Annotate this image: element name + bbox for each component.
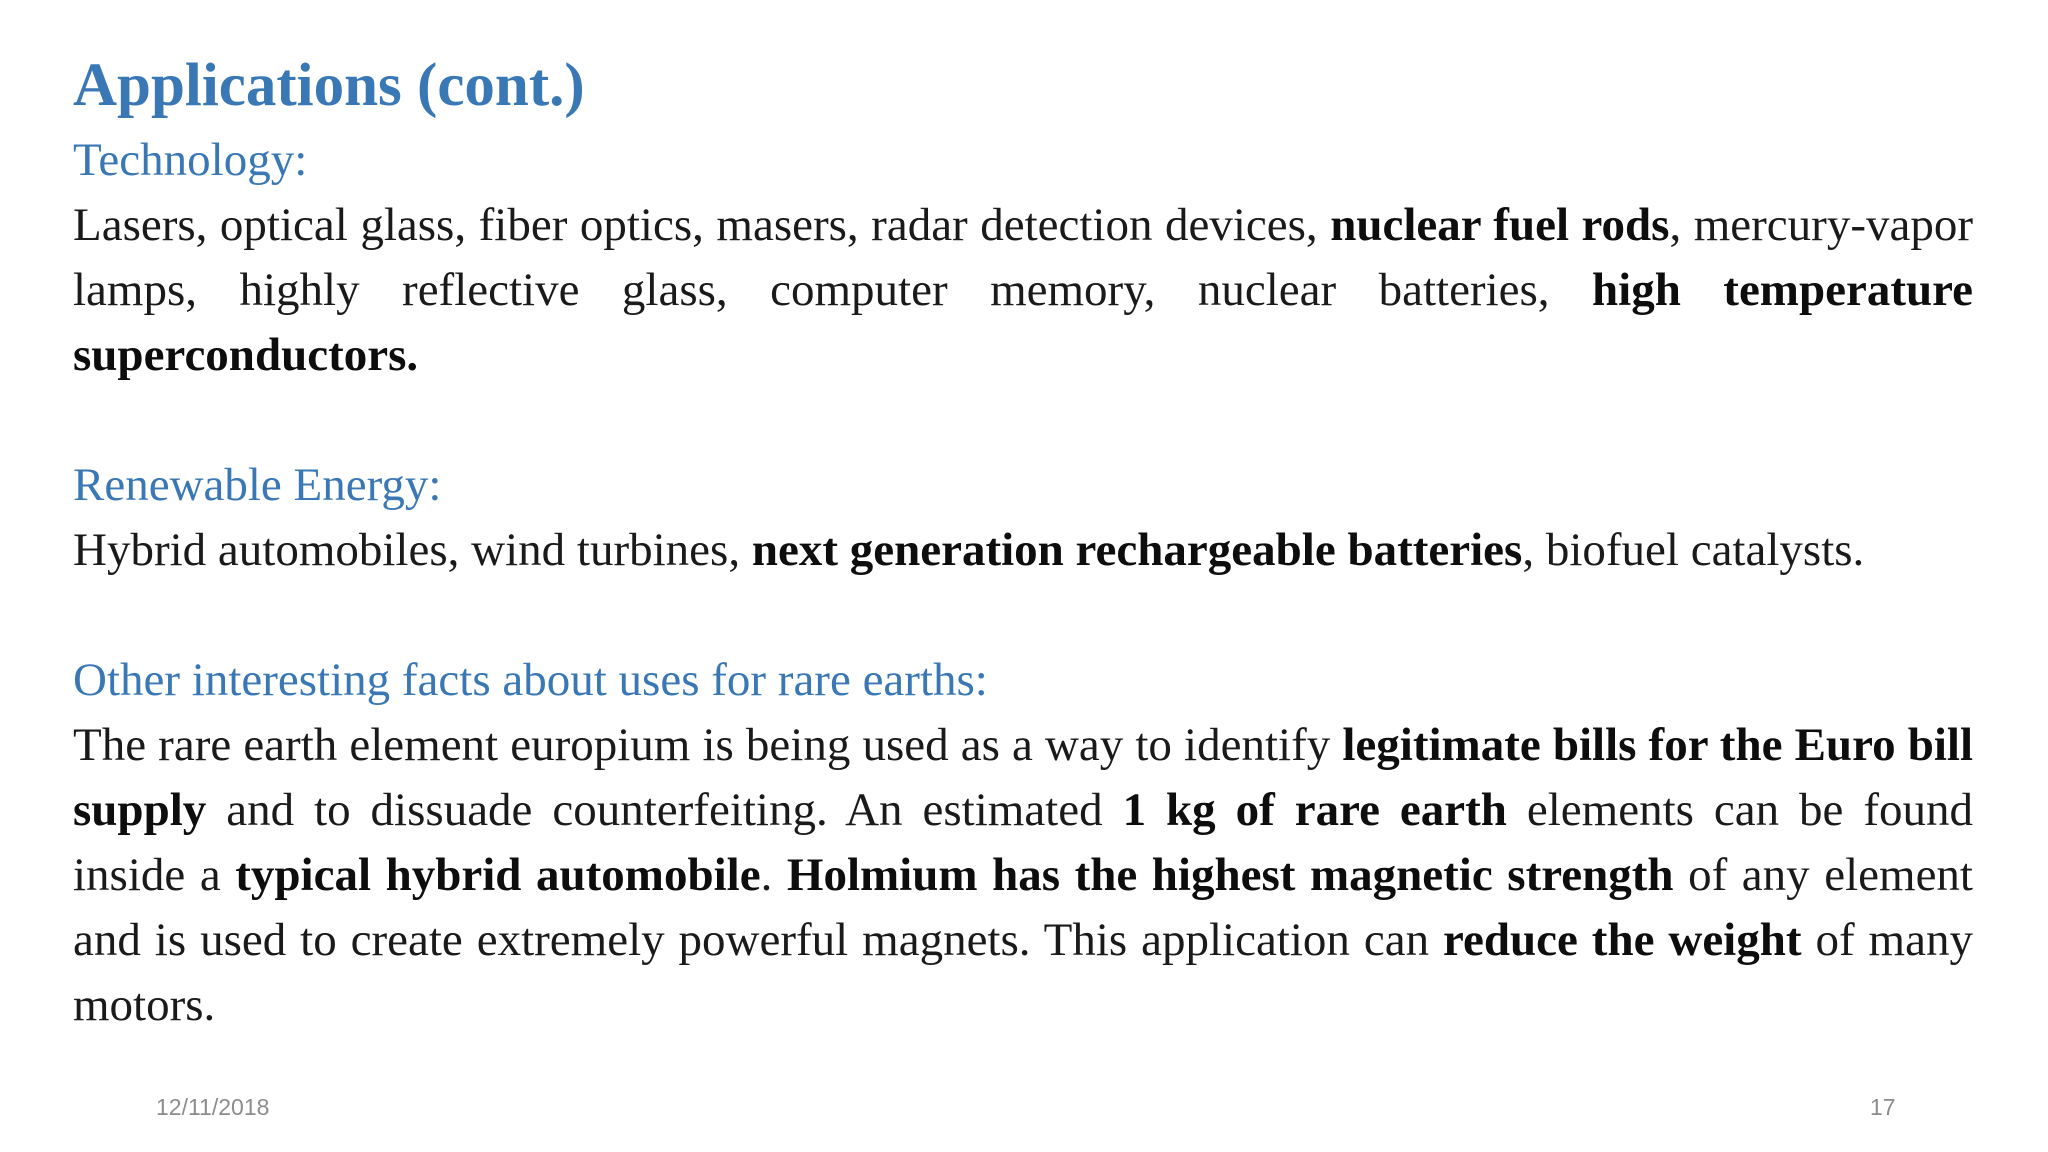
slide-title: Applications (cont.) xyxy=(73,52,585,119)
text-run: of many motors. xyxy=(73,914,1973,1031)
technology-paragraph xyxy=(73,193,1973,388)
text-run: elements can be found inside a xyxy=(73,784,1974,901)
text-run: , mercury-vapor lamps, highly reflective glass, computer memory, nuclear batteries, xyxy=(73,199,1973,316)
bold-run: next generation rechargeable batteries xyxy=(751,524,1523,576)
facts-heading: Other interesting facts about uses for rare earths: xyxy=(73,654,988,706)
section-spacer xyxy=(73,583,1973,648)
text-run: of any element and is used to create extremely powerful magnets. This application can xyxy=(73,849,1973,966)
bold-run: nuclear fuel rods xyxy=(1330,199,1670,251)
bold-run: 1 kg of rare earth xyxy=(1122,784,1507,836)
text-run: Hybrid automobiles, wind turbines, xyxy=(73,524,752,576)
bold-run: high temperature superconductors. xyxy=(73,264,1973,381)
bold-run: reduce the weight xyxy=(1443,914,1802,966)
text-run: Lasers, optical glass, fiber optics, masers, radar detection devices, xyxy=(73,199,1331,251)
renewable-energy-paragraph xyxy=(73,518,1973,583)
text-run: and to dissuade counterfeiting. An estimated xyxy=(206,784,1123,836)
facts-paragraph xyxy=(73,713,1973,1038)
footer-date: 12/11/2018 xyxy=(156,1094,270,1120)
text-run: . xyxy=(760,849,787,901)
section-spacer xyxy=(73,388,1973,453)
renewable-energy-heading: Renewable Energy: xyxy=(73,459,442,511)
footer-page-number: 17 xyxy=(1870,1094,1896,1120)
bold-run: Holmium has the highest magnetic strength xyxy=(786,849,1674,901)
text-run: , biofuel catalysts. xyxy=(1522,524,1865,576)
bold-run: typical hybrid automobile xyxy=(235,849,761,901)
text-run: The rare earth element europium is being used as a way to identify xyxy=(73,719,1343,771)
bold-run: legitimate bills for the Euro bill supply xyxy=(73,719,1974,836)
slide-content xyxy=(73,44,1973,1038)
technology-heading: Technology: xyxy=(73,134,308,186)
